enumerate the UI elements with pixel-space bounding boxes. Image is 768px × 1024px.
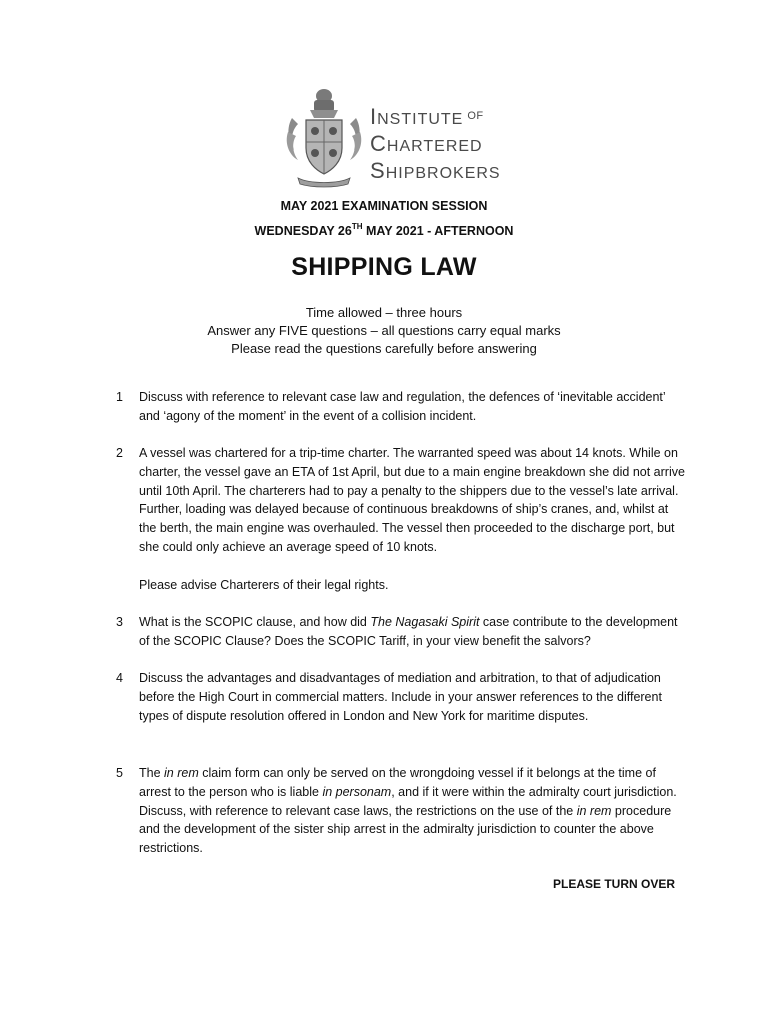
question-subtext: Please advise Charterers of their legal rights.	[139, 577, 389, 592]
logo-line-chartered: CHARTERED	[370, 131, 483, 156]
question-text: The in rem claim form can only be served on the wrongdoing vessel if it belongs at the time of arrest to the person who is liable in personam, and if it were within the admiralty court jurisdiction. Discuss, with reference to relevant case laws, the restrictions on the use of the in rem procedure and the development of the sister ship arrest in the admiralty jurisdiction to counter the above restrictions.	[139, 766, 677, 856]
logo-line-institute: INSTITUTE $^{OF}$	[370, 104, 484, 129]
case-name: The Nagasaki Spirit	[370, 615, 480, 629]
question-number: 1	[116, 390, 123, 404]
logo-wordmark	[370, 104, 501, 186]
question-number: 4	[116, 671, 123, 685]
crest-emblem-icon	[284, 84, 364, 188]
question-text: Discuss with reference to relevant case law and regulation, the defences of ‘inevitable accident’ and ‘agony of the moment’ in the event of a collision incident.	[139, 390, 666, 423]
exam-title: SHIPPING LAW	[291, 253, 477, 281]
exam-date: WEDNESDAY 26TH MAY 2021 - AFTERNOON	[254, 222, 514, 238]
exam-session: MAY 2021 EXAMINATION SESSION	[280, 199, 488, 213]
question-text: Discuss the advantages and disadvantages of mediation and arbitration, to that of adjudication before the High Court in commercial matters. Include in your answer references to the different types of dispute resolution offered in London and New York for maritime disputes.	[139, 671, 662, 723]
question-number: 3	[116, 615, 123, 629]
institute-logo	[284, 84, 501, 188]
logo-line-shipbrokers: SHIPBROKERS	[370, 158, 501, 183]
exam-instructions	[0, 304, 768, 358]
please-turn-over: PLEASE TURN OVER	[552, 877, 675, 891]
instruction-answer: Answer any FIVE questions – all questions carry equal marks	[207, 323, 561, 338]
question-text: What is the SCOPIC clause, and how did The Nagasaki Spirit case contribute to the development of the SCOPIC Clause? Does the SCOPIC Tariff, in your view benefit the salvors?	[139, 615, 678, 648]
instruction-time: Time allowed – three hours	[305, 305, 463, 320]
instruction-read: Please read the questions carefully before answering	[231, 341, 537, 356]
question-number: 5	[116, 766, 123, 780]
question-number: 2	[116, 446, 123, 460]
question-text: A vessel was chartered for a trip-time charter. The warranted speed was about 14 knots. While on charter, the vessel gave an ETA of 1st April, but due to a main engine breakdown she did not arrive until 10th April. The charterers had to pay a penalty to the shippers due to the vessel’s late arrival. Further, loading was delayed because of continuous breakdowns of ship’s cranes, and, whilst at the berth, the main engine was overhauled. The vessel then proceeded to the discharge port, but she could only achieve an average speed of 10 knots. Please advise Charterers of their legal rights.	[139, 444, 687, 594]
